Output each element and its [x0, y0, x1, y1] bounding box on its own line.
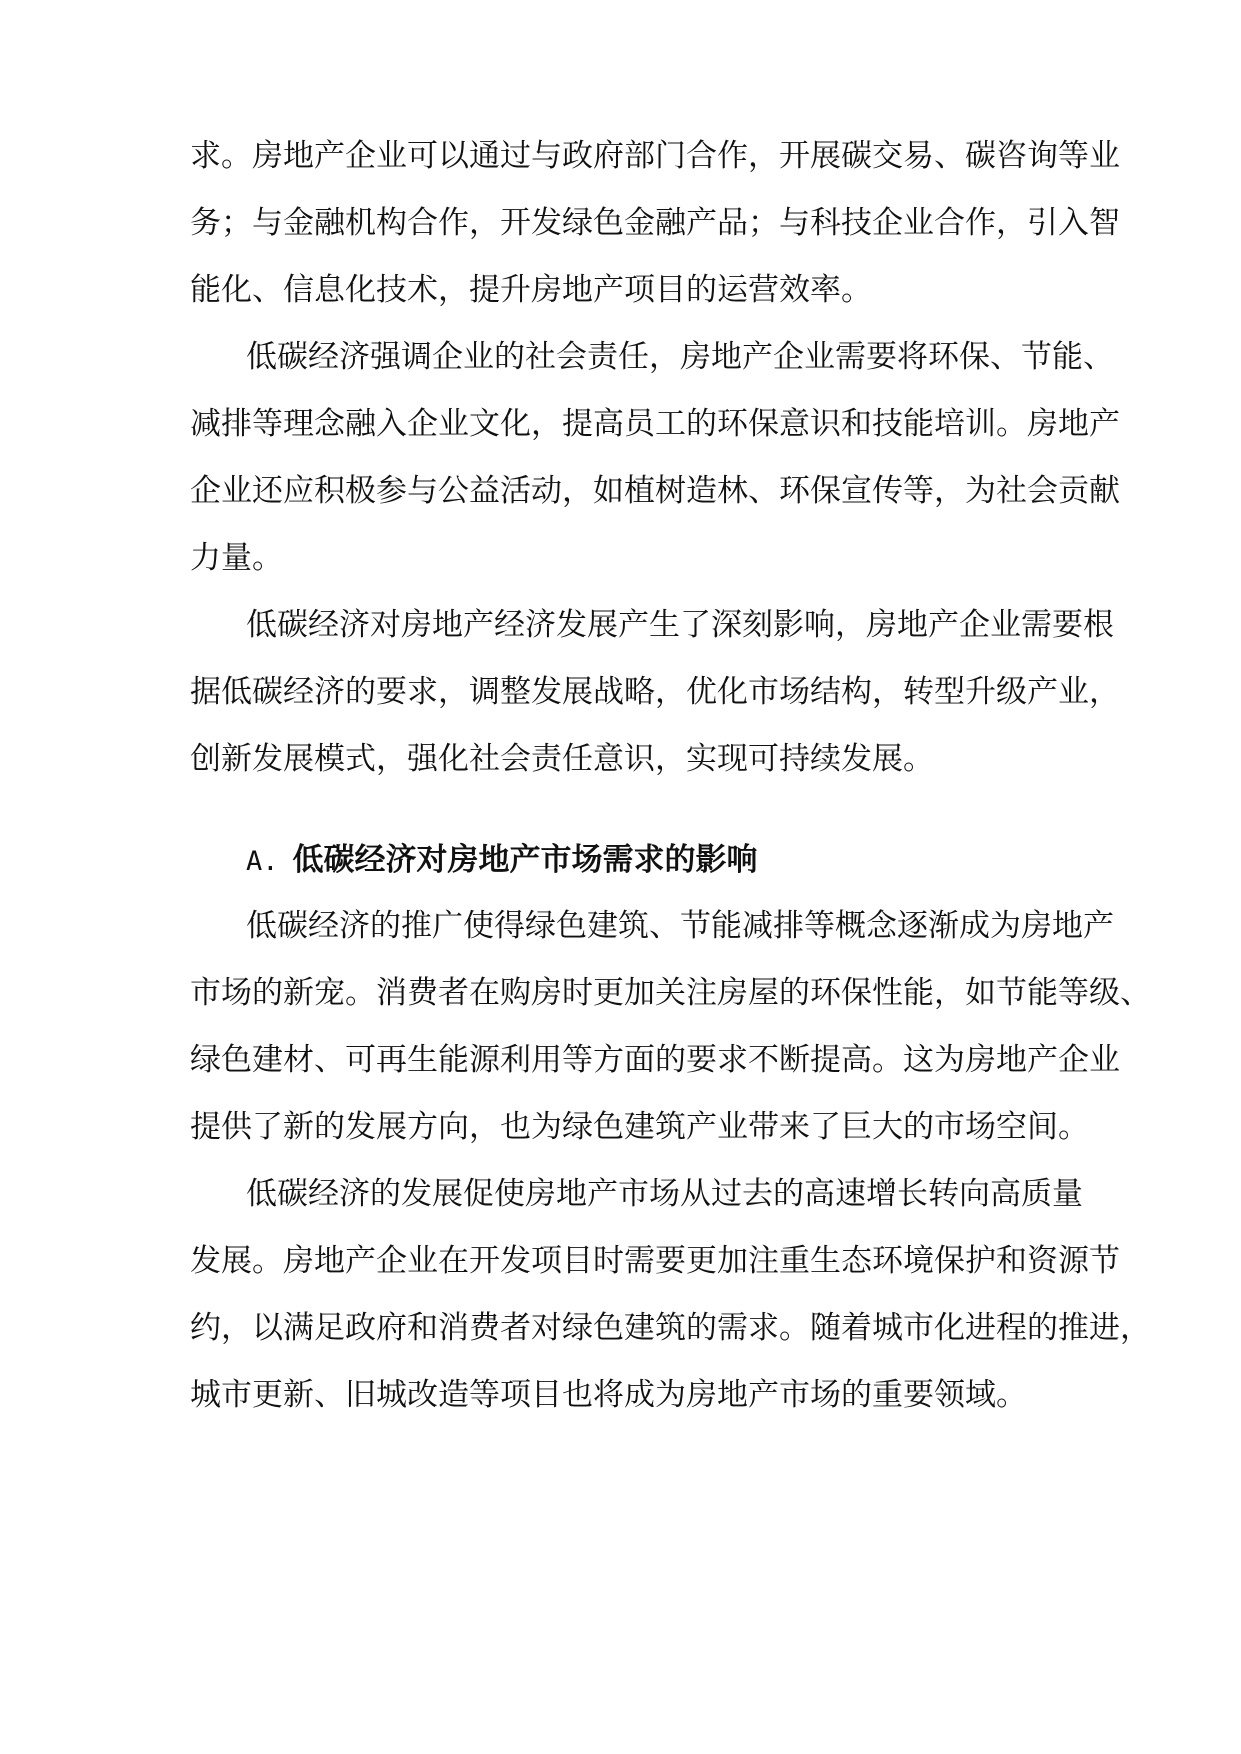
paragraph-line: 低碳经济的推广使得绿色建筑、节能减排等概念逐渐成为房地产: [246, 908, 1114, 944]
paragraph-line: 企业还应积极参与公益活动，如植树造林、环保宣传等，为社会贡献: [190, 473, 1120, 509]
paragraph-line: 发展。房地产企业在开发项目时需要更加注重生态环境保护和资源节: [190, 1243, 1120, 1279]
paragraph-line: 约，以满足政府和消费者对绿色建筑的需求。随着城市化进程的推进，: [190, 1310, 1151, 1346]
paragraph-line: 力量。: [190, 540, 283, 576]
section-marker: A.: [246, 846, 279, 877]
section-title: 低碳经济对房地产市场需求的影响: [292, 842, 758, 878]
paragraph-line: 求。房地产企业可以通过与政府部门合作，开展碳交易、碳咨询等业: [190, 138, 1120, 174]
paragraph-line: 务；与金融机构合作，开发绿色金融产品；与科技企业合作，引入智: [190, 205, 1120, 241]
paragraph-line: 低碳经济强调企业的社会责任，房地产企业需要将环保、节能、: [246, 339, 1114, 375]
paragraph-line: 能化、信息化技术，提升房地产项目的运营效率。: [190, 272, 872, 308]
paragraph-line: 城市更新、旧城改造等项目也将成为房地产市场的重要领域。: [190, 1377, 1027, 1413]
paragraph-line: 据低碳经济的要求，调整发展战略，优化市场结构，转型升级产业，: [190, 674, 1120, 710]
paragraph-line: 减排等理念融入企业文化，提高员工的环保意识和技能培训。房地产: [190, 406, 1120, 442]
section-heading: [246, 838, 758, 882]
paragraph-line: 创新发展模式，强化社会责任意识，实现可持续发展。: [190, 741, 934, 777]
paragraph-line: 绿色建材、可再生能源利用等方面的要求不断提高。这为房地产企业: [190, 1042, 1120, 1078]
paragraph-line: 低碳经济对房地产经济发展产生了深刻影响，房地产企业需要根: [246, 607, 1114, 643]
paragraph-line: 市场的新宠。消费者在购房时更加关注房屋的环保性能，如节能等级、: [190, 975, 1151, 1011]
paragraph-line: 低碳经济的发展促使房地产市场从过去的高速增长转向高质量: [246, 1176, 1083, 1212]
paragraph-line: 提供了新的发展方向，也为绿色建筑产业带来了巨大的市场空间。: [190, 1109, 1089, 1145]
